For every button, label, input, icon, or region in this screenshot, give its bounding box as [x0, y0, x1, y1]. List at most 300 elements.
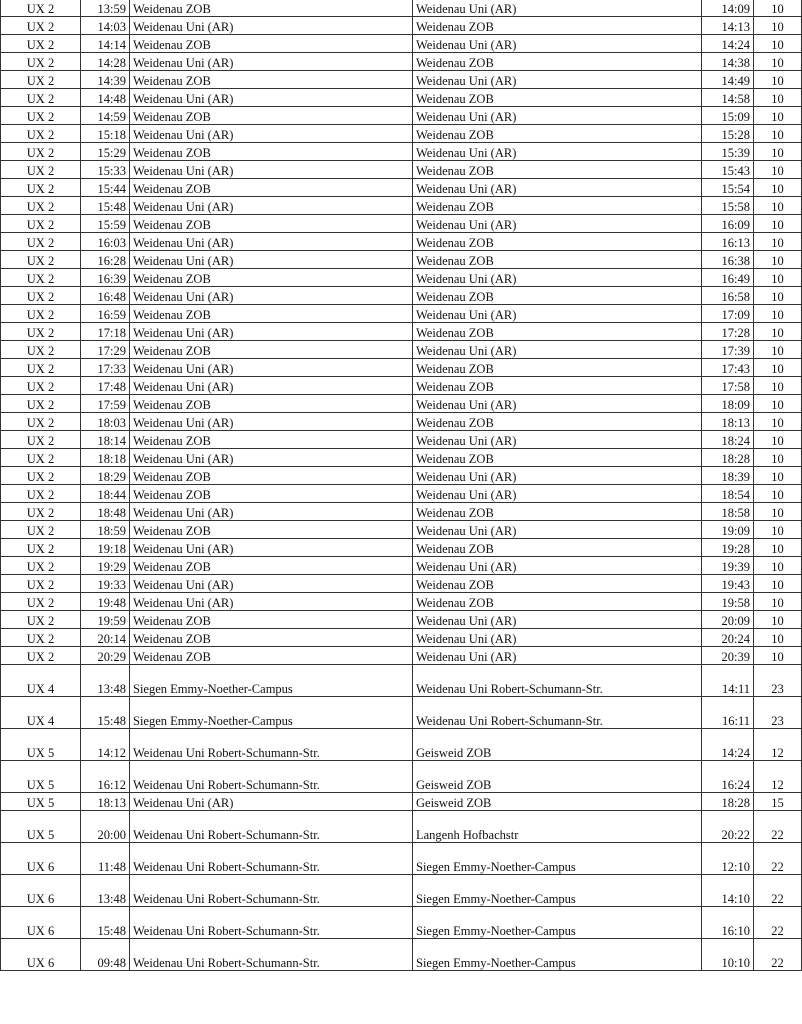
duration-cell: 22 [754, 875, 802, 907]
origin-stop-cell: Weidenau ZOB [130, 647, 413, 665]
origin-stop-cell: Weidenau ZOB [130, 485, 413, 503]
departure-time-cell: 20:14 [81, 629, 130, 647]
table-row [1, 503, 802, 521]
table-row [1, 107, 802, 125]
departure-time-cell: 19:48 [81, 593, 130, 611]
arrival-time-cell: 18:58 [702, 503, 754, 521]
departure-time-cell: 16:28 [81, 251, 130, 269]
table-row [1, 575, 802, 593]
line-cell: UX 2 [1, 251, 81, 269]
table-row [1, 539, 802, 557]
line-cell: UX 2 [1, 359, 81, 377]
destination-stop-cell: Weidenau ZOB [413, 53, 702, 71]
arrival-time-cell: 14:13 [702, 17, 754, 35]
origin-stop-cell: Weidenau Uni (AR) [130, 593, 413, 611]
destination-stop-cell: Weidenau Uni (AR) [413, 215, 702, 233]
departure-time-cell: 14:28 [81, 53, 130, 71]
departure-time-cell: 19:18 [81, 539, 130, 557]
origin-stop-cell: Weidenau ZOB [130, 611, 413, 629]
line-cell: UX 2 [1, 395, 81, 413]
line-cell: UX 2 [1, 197, 81, 215]
duration-cell: 10 [754, 467, 802, 485]
origin-stop-cell: Weidenau ZOB [130, 431, 413, 449]
arrival-time-cell: 18:13 [702, 413, 754, 431]
table-row [1, 305, 802, 323]
departure-time-cell: 16:39 [81, 269, 130, 287]
line-cell: UX 4 [1, 697, 81, 729]
table-row [1, 0, 802, 17]
duration-cell: 22 [754, 843, 802, 875]
duration-cell: 10 [754, 539, 802, 557]
line-cell: UX 2 [1, 467, 81, 485]
table-row [1, 287, 802, 305]
destination-stop-cell: Weidenau Uni (AR) [413, 647, 702, 665]
origin-stop-cell: Weidenau Uni (AR) [130, 793, 413, 811]
departure-time-cell: 16:03 [81, 233, 130, 251]
destination-stop-cell: Siegen Emmy-Noether-Campus [413, 875, 702, 907]
duration-cell: 10 [754, 377, 802, 395]
table-row [1, 233, 802, 251]
departure-time-cell: 17:59 [81, 395, 130, 413]
line-cell: UX 6 [1, 875, 81, 907]
table-row [1, 647, 802, 665]
arrival-time-cell: 15:58 [702, 197, 754, 215]
departure-time-cell: 18:44 [81, 485, 130, 503]
destination-stop-cell: Weidenau Uni (AR) [413, 611, 702, 629]
destination-stop-cell: Siegen Emmy-Noether-Campus [413, 907, 702, 939]
destination-stop-cell: Weidenau ZOB [413, 197, 702, 215]
duration-cell: 10 [754, 179, 802, 197]
arrival-time-cell: 18:28 [702, 793, 754, 811]
departure-time-cell: 17:18 [81, 323, 130, 341]
destination-stop-cell: Weidenau Uni (AR) [413, 143, 702, 161]
arrival-time-cell: 14:24 [702, 35, 754, 53]
destination-stop-cell: Weidenau Uni (AR) [413, 395, 702, 413]
departure-time-cell: 15:44 [81, 179, 130, 197]
duration-cell: 22 [754, 907, 802, 939]
duration-cell: 10 [754, 287, 802, 305]
origin-stop-cell: Weidenau ZOB [130, 629, 413, 647]
duration-cell: 10 [754, 521, 802, 539]
table-row [1, 125, 802, 143]
line-cell: UX 2 [1, 431, 81, 449]
duration-cell: 12 [754, 729, 802, 761]
arrival-time-cell: 19:09 [702, 521, 754, 539]
table-row [1, 179, 802, 197]
arrival-time-cell: 20:09 [702, 611, 754, 629]
line-cell: UX 2 [1, 143, 81, 161]
destination-stop-cell: Weidenau Uni (AR) [413, 557, 702, 575]
departure-time-cell: 18:59 [81, 521, 130, 539]
arrival-time-cell: 17:28 [702, 323, 754, 341]
arrival-time-cell: 15:54 [702, 179, 754, 197]
table-row [1, 53, 802, 71]
line-cell: UX 2 [1, 215, 81, 233]
arrival-time-cell: 16:11 [702, 697, 754, 729]
line-cell: UX 2 [1, 125, 81, 143]
arrival-time-cell: 18:24 [702, 431, 754, 449]
origin-stop-cell: Weidenau Uni Robert-Schumann-Str. [130, 811, 413, 843]
line-cell: UX 2 [1, 107, 81, 125]
departure-time-cell: 19:33 [81, 575, 130, 593]
duration-cell: 10 [754, 431, 802, 449]
origin-stop-cell: Weidenau Uni (AR) [130, 197, 413, 215]
destination-stop-cell: Weidenau Uni (AR) [413, 431, 702, 449]
table-row [1, 143, 802, 161]
line-cell: UX 2 [1, 0, 81, 17]
line-cell: UX 2 [1, 629, 81, 647]
destination-stop-cell: Weidenau ZOB [413, 359, 702, 377]
departure-time-cell: 20:00 [81, 811, 130, 843]
line-cell: UX 2 [1, 35, 81, 53]
table-row [1, 611, 802, 629]
departure-time-cell: 13:59 [81, 0, 130, 17]
table-row [1, 161, 802, 179]
origin-stop-cell: Weidenau ZOB [130, 521, 413, 539]
table-row [1, 629, 802, 647]
departure-time-cell: 17:48 [81, 377, 130, 395]
destination-stop-cell: Weidenau ZOB [413, 593, 702, 611]
destination-stop-cell: Weidenau Uni (AR) [413, 305, 702, 323]
table-row [1, 521, 802, 539]
table-row [1, 843, 802, 875]
table-row [1, 377, 802, 395]
line-cell: UX 2 [1, 341, 81, 359]
origin-stop-cell: Weidenau ZOB [130, 71, 413, 89]
duration-cell: 10 [754, 647, 802, 665]
origin-stop-cell: Weidenau Uni Robert-Schumann-Str. [130, 907, 413, 939]
departure-time-cell: 18:14 [81, 431, 130, 449]
arrival-time-cell: 15:28 [702, 125, 754, 143]
departure-time-cell: 16:12 [81, 761, 130, 793]
destination-stop-cell: Weidenau ZOB [413, 323, 702, 341]
destination-stop-cell: Weidenau Uni (AR) [413, 35, 702, 53]
origin-stop-cell: Weidenau Uni (AR) [130, 161, 413, 179]
arrival-time-cell: 19:58 [702, 593, 754, 611]
duration-cell: 10 [754, 629, 802, 647]
departure-time-cell: 17:29 [81, 341, 130, 359]
origin-stop-cell: Weidenau Uni Robert-Schumann-Str. [130, 843, 413, 875]
origin-stop-cell: Weidenau Uni Robert-Schumann-Str. [130, 939, 413, 971]
arrival-time-cell: 16:24 [702, 761, 754, 793]
arrival-time-cell: 14:38 [702, 53, 754, 71]
duration-cell: 10 [754, 323, 802, 341]
line-cell: UX 6 [1, 939, 81, 971]
line-cell: UX 5 [1, 761, 81, 793]
destination-stop-cell: Weidenau Uni (AR) [413, 629, 702, 647]
origin-stop-cell: Weidenau Uni (AR) [130, 449, 413, 467]
table-row [1, 215, 802, 233]
destination-stop-cell: Siegen Emmy-Noether-Campus [413, 939, 702, 971]
line-cell: UX 2 [1, 521, 81, 539]
arrival-time-cell: 16:09 [702, 215, 754, 233]
table-row [1, 593, 802, 611]
origin-stop-cell: Weidenau ZOB [130, 467, 413, 485]
destination-stop-cell: Weidenau ZOB [413, 161, 702, 179]
destination-stop-cell: Weidenau Uni Robert-Schumann-Str. [413, 697, 702, 729]
line-cell: UX 2 [1, 647, 81, 665]
departure-time-cell: 15:48 [81, 197, 130, 215]
line-cell: UX 2 [1, 539, 81, 557]
departure-time-cell: 15:48 [81, 697, 130, 729]
origin-stop-cell: Weidenau ZOB [130, 269, 413, 287]
duration-cell: 10 [754, 233, 802, 251]
duration-cell: 10 [754, 341, 802, 359]
departure-time-cell: 14:14 [81, 35, 130, 53]
arrival-time-cell: 14:49 [702, 71, 754, 89]
destination-stop-cell: Weidenau Uni (AR) [413, 71, 702, 89]
table-row [1, 665, 802, 697]
arrival-time-cell: 19:28 [702, 539, 754, 557]
origin-stop-cell: Weidenau ZOB [130, 341, 413, 359]
arrival-time-cell: 20:24 [702, 629, 754, 647]
duration-cell: 10 [754, 53, 802, 71]
table-row [1, 449, 802, 467]
destination-stop-cell: Geisweid ZOB [413, 793, 702, 811]
departure-time-cell: 14:39 [81, 71, 130, 89]
departure-time-cell: 18:18 [81, 449, 130, 467]
line-cell: UX 6 [1, 907, 81, 939]
table-row [1, 467, 802, 485]
arrival-time-cell: 17:39 [702, 341, 754, 359]
duration-cell: 10 [754, 215, 802, 233]
origin-stop-cell: Weidenau ZOB [130, 557, 413, 575]
arrival-time-cell: 15:39 [702, 143, 754, 161]
table-row [1, 269, 802, 287]
origin-stop-cell: Weidenau ZOB [130, 215, 413, 233]
origin-stop-cell: Siegen Emmy-Noether-Campus [130, 697, 413, 729]
destination-stop-cell: Weidenau Uni Robert-Schumann-Str. [413, 665, 702, 697]
departure-time-cell: 09:48 [81, 939, 130, 971]
destination-stop-cell: Weidenau ZOB [413, 17, 702, 35]
table-row [1, 17, 802, 35]
duration-cell: 10 [754, 17, 802, 35]
line-cell: UX 2 [1, 377, 81, 395]
duration-cell: 10 [754, 125, 802, 143]
arrival-time-cell: 16:58 [702, 287, 754, 305]
table-row [1, 697, 802, 729]
departure-time-cell: 19:59 [81, 611, 130, 629]
table-row [1, 485, 802, 503]
duration-cell: 10 [754, 251, 802, 269]
departure-time-cell: 15:29 [81, 143, 130, 161]
origin-stop-cell: Weidenau Uni (AR) [130, 359, 413, 377]
line-cell: UX 5 [1, 793, 81, 811]
line-cell: UX 2 [1, 557, 81, 575]
duration-cell: 10 [754, 35, 802, 53]
destination-stop-cell: Weidenau ZOB [413, 251, 702, 269]
departure-time-cell: 14:03 [81, 17, 130, 35]
destination-stop-cell: Siegen Emmy-Noether-Campus [413, 843, 702, 875]
table-row [1, 359, 802, 377]
line-cell: UX 5 [1, 729, 81, 761]
origin-stop-cell: Weidenau Uni (AR) [130, 323, 413, 341]
destination-stop-cell: Weidenau ZOB [413, 125, 702, 143]
destination-stop-cell: Weidenau ZOB [413, 503, 702, 521]
table-row [1, 323, 802, 341]
table-row [1, 793, 802, 811]
destination-stop-cell: Weidenau ZOB [413, 539, 702, 557]
duration-cell: 10 [754, 143, 802, 161]
line-cell: UX 2 [1, 575, 81, 593]
departure-time-cell: 18:48 [81, 503, 130, 521]
line-cell: UX 5 [1, 811, 81, 843]
destination-stop-cell: Weidenau Uni (AR) [413, 0, 702, 17]
table-row [1, 729, 802, 761]
origin-stop-cell: Weidenau ZOB [130, 305, 413, 323]
departure-time-cell: 15:48 [81, 907, 130, 939]
arrival-time-cell: 12:10 [702, 843, 754, 875]
duration-cell: 10 [754, 71, 802, 89]
line-cell: UX 2 [1, 161, 81, 179]
origin-stop-cell: Weidenau Uni (AR) [130, 377, 413, 395]
departure-time-cell: 11:48 [81, 843, 130, 875]
origin-stop-cell: Weidenau Uni Robert-Schumann-Str. [130, 761, 413, 793]
table-row [1, 35, 802, 53]
duration-cell: 10 [754, 0, 802, 17]
table-row [1, 939, 802, 971]
line-cell: UX 2 [1, 449, 81, 467]
line-cell: UX 2 [1, 71, 81, 89]
arrival-time-cell: 15:43 [702, 161, 754, 179]
duration-cell: 10 [754, 611, 802, 629]
destination-stop-cell: Geisweid ZOB [413, 729, 702, 761]
line-cell: UX 2 [1, 269, 81, 287]
arrival-time-cell: 16:10 [702, 907, 754, 939]
duration-cell: 10 [754, 575, 802, 593]
arrival-time-cell: 19:43 [702, 575, 754, 593]
destination-stop-cell: Weidenau ZOB [413, 89, 702, 107]
duration-cell: 10 [754, 485, 802, 503]
destination-stop-cell: Weidenau Uni (AR) [413, 107, 702, 125]
destination-stop-cell: Weidenau ZOB [413, 449, 702, 467]
arrival-time-cell: 20:22 [702, 811, 754, 843]
duration-cell: 10 [754, 359, 802, 377]
origin-stop-cell: Weidenau Uni (AR) [130, 233, 413, 251]
duration-cell: 12 [754, 761, 802, 793]
arrival-time-cell: 18:09 [702, 395, 754, 413]
duration-cell: 10 [754, 413, 802, 431]
duration-cell: 10 [754, 593, 802, 611]
arrival-time-cell: 18:39 [702, 467, 754, 485]
origin-stop-cell: Weidenau Uni (AR) [130, 53, 413, 71]
origin-stop-cell: Weidenau ZOB [130, 0, 413, 17]
arrival-time-cell: 16:38 [702, 251, 754, 269]
departure-time-cell: 14:48 [81, 89, 130, 107]
duration-cell: 15 [754, 793, 802, 811]
departure-time-cell: 19:29 [81, 557, 130, 575]
table-row [1, 875, 802, 907]
table-row [1, 251, 802, 269]
arrival-time-cell: 20:39 [702, 647, 754, 665]
origin-stop-cell: Weidenau Uni (AR) [130, 125, 413, 143]
arrival-time-cell: 14:58 [702, 89, 754, 107]
line-cell: UX 2 [1, 323, 81, 341]
duration-cell: 10 [754, 89, 802, 107]
departure-time-cell: 18:29 [81, 467, 130, 485]
destination-stop-cell: Weidenau ZOB [413, 377, 702, 395]
arrival-time-cell: 14:11 [702, 665, 754, 697]
departure-time-cell: 15:18 [81, 125, 130, 143]
arrival-time-cell: 17:43 [702, 359, 754, 377]
origin-stop-cell: Weidenau Uni (AR) [130, 539, 413, 557]
destination-stop-cell: Weidenau Uni (AR) [413, 269, 702, 287]
duration-cell: 10 [754, 557, 802, 575]
line-cell: UX 2 [1, 17, 81, 35]
arrival-time-cell: 17:09 [702, 305, 754, 323]
destination-stop-cell: Weidenau Uni (AR) [413, 341, 702, 359]
timetable-body [1, 0, 802, 971]
arrival-time-cell: 14:24 [702, 729, 754, 761]
origin-stop-cell: Weidenau ZOB [130, 179, 413, 197]
origin-stop-cell: Weidenau Uni (AR) [130, 17, 413, 35]
origin-stop-cell: Weidenau ZOB [130, 107, 413, 125]
destination-stop-cell: Weidenau Uni (AR) [413, 485, 702, 503]
arrival-time-cell: 15:09 [702, 107, 754, 125]
departure-time-cell: 15:33 [81, 161, 130, 179]
table-row [1, 71, 802, 89]
arrival-time-cell: 18:28 [702, 449, 754, 467]
table-row [1, 395, 802, 413]
line-cell: UX 2 [1, 593, 81, 611]
arrival-time-cell: 17:58 [702, 377, 754, 395]
duration-cell: 10 [754, 269, 802, 287]
duration-cell: 22 [754, 811, 802, 843]
destination-stop-cell: Weidenau Uni (AR) [413, 467, 702, 485]
origin-stop-cell: Weidenau Uni (AR) [130, 287, 413, 305]
destination-stop-cell: Weidenau Uni (AR) [413, 521, 702, 539]
arrival-time-cell: 19:39 [702, 557, 754, 575]
origin-stop-cell: Siegen Emmy-Noether-Campus [130, 665, 413, 697]
duration-cell: 10 [754, 107, 802, 125]
destination-stop-cell: Weidenau ZOB [413, 287, 702, 305]
line-cell: UX 6 [1, 843, 81, 875]
line-cell: UX 2 [1, 503, 81, 521]
origin-stop-cell: Weidenau ZOB [130, 143, 413, 161]
origin-stop-cell: Weidenau Uni (AR) [130, 575, 413, 593]
line-cell: UX 2 [1, 53, 81, 71]
duration-cell: 10 [754, 161, 802, 179]
table-row [1, 761, 802, 793]
destination-stop-cell: Weidenau Uni (AR) [413, 179, 702, 197]
departure-time-cell: 16:48 [81, 287, 130, 305]
origin-stop-cell: Weidenau ZOB [130, 35, 413, 53]
line-cell: UX 2 [1, 413, 81, 431]
destination-stop-cell: Langenh Hofbachstr [413, 811, 702, 843]
departure-time-cell: 18:03 [81, 413, 130, 431]
duration-cell: 10 [754, 197, 802, 215]
departure-time-cell: 14:12 [81, 729, 130, 761]
table-row [1, 907, 802, 939]
departure-time-cell: 16:59 [81, 305, 130, 323]
line-cell: UX 2 [1, 611, 81, 629]
departure-time-cell: 15:59 [81, 215, 130, 233]
destination-stop-cell: Weidenau ZOB [413, 575, 702, 593]
destination-stop-cell: Geisweid ZOB [413, 761, 702, 793]
line-cell: UX 2 [1, 485, 81, 503]
table-row [1, 431, 802, 449]
arrival-time-cell: 14:10 [702, 875, 754, 907]
line-cell: UX 2 [1, 89, 81, 107]
arrival-time-cell: 18:54 [702, 485, 754, 503]
table-row [1, 557, 802, 575]
departure-time-cell: 20:29 [81, 647, 130, 665]
line-cell: UX 2 [1, 233, 81, 251]
duration-cell: 10 [754, 503, 802, 521]
table-row [1, 197, 802, 215]
duration-cell: 10 [754, 305, 802, 323]
table-row [1, 341, 802, 359]
